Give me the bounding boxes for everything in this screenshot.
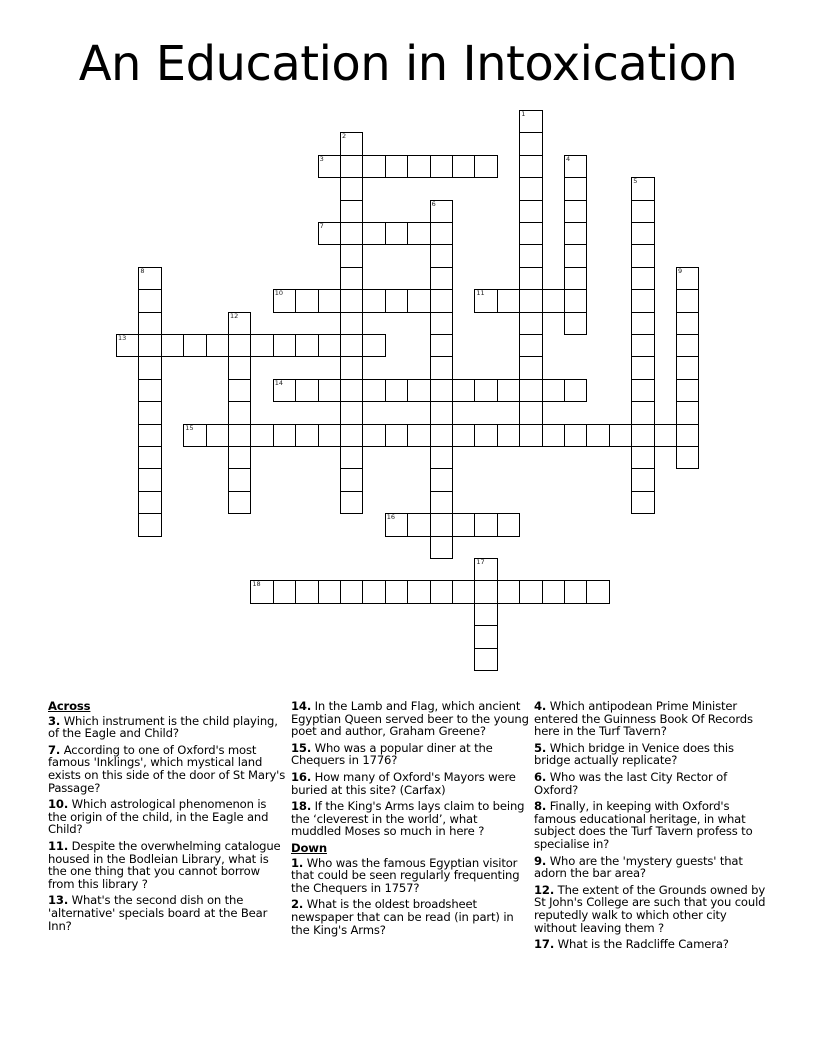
grid-cell[interactable] <box>318 424 341 447</box>
clue-down-1 <box>291 857 529 895</box>
grid-cell[interactable] <box>228 491 251 514</box>
cell-number: 2 <box>342 132 347 141</box>
grid-cell[interactable] <box>474 625 497 648</box>
grid-cell[interactable] <box>318 289 341 312</box>
grid-cell[interactable] <box>564 312 587 335</box>
clue-text: What's the second dish on the 'alternative' specials board at the Bear Inn? <box>48 893 268 933</box>
grid-cell[interactable] <box>474 558 497 581</box>
grid-cell[interactable] <box>407 155 430 178</box>
clue-text: How many of Oxford's Mayors were buried at this site? (Carfax) <box>291 769 516 797</box>
grid-cell[interactable] <box>474 513 497 536</box>
clue-number: 11. <box>48 838 69 853</box>
grid-cell[interactable] <box>519 155 542 178</box>
grid-cell[interactable] <box>430 401 453 424</box>
clue-number: 4. <box>534 699 547 713</box>
cell-number: 11 <box>476 289 485 298</box>
clue-number: 17. <box>534 937 555 952</box>
grid-cell[interactable] <box>340 580 363 603</box>
grid-cell[interactable] <box>519 334 542 357</box>
grid-cell[interactable] <box>362 424 385 447</box>
grid-cell[interactable] <box>519 110 542 133</box>
clue-across-7 <box>48 744 286 794</box>
grid-cell[interactable] <box>295 424 318 447</box>
grid-cell[interactable] <box>564 580 587 603</box>
grid-cell[interactable] <box>138 312 161 335</box>
grid-cell[interactable] <box>318 155 341 178</box>
cell-number: 5 <box>633 177 638 186</box>
cell-number: 15 <box>185 423 194 432</box>
grid-cell[interactable] <box>340 312 363 335</box>
grid-cell[interactable] <box>542 379 565 402</box>
grid-cell[interactable] <box>631 401 654 424</box>
clue-down-9 <box>534 855 772 880</box>
clue-across-3 <box>48 715 286 740</box>
grid-cell[interactable] <box>385 222 408 245</box>
grid-cell[interactable] <box>407 222 430 245</box>
grid-cell[interactable] <box>519 267 542 290</box>
grid-cell[interactable] <box>206 334 229 357</box>
grid-cell[interactable] <box>430 289 453 312</box>
grid-cell[interactable] <box>474 648 497 671</box>
grid-cell[interactable] <box>654 424 677 447</box>
grid-cell[interactable] <box>138 468 161 491</box>
grid-cell[interactable] <box>452 513 475 536</box>
across-header: Across <box>48 699 91 713</box>
grid-cell[interactable] <box>542 580 565 603</box>
grid-cell[interactable] <box>250 580 273 603</box>
grid-cell[interactable] <box>430 267 453 290</box>
cell-number: 3 <box>319 154 324 163</box>
grid-cell[interactable] <box>385 289 408 312</box>
cell-number: 17 <box>476 558 485 566</box>
cell-number: 1 <box>521 110 526 118</box>
grid-cell[interactable] <box>519 289 542 312</box>
clue-across-11 <box>48 840 286 890</box>
grid-cell[interactable] <box>519 244 542 267</box>
clue-number: 5. <box>534 740 547 755</box>
grid-cell[interactable] <box>340 177 363 200</box>
page-title: An Education in Intoxication <box>78 36 738 92</box>
grid-cell[interactable] <box>676 334 699 357</box>
grid-cell[interactable] <box>430 334 453 357</box>
grid-cell[interactable] <box>138 446 161 469</box>
grid-cell[interactable] <box>340 267 363 290</box>
clue-number: 8. <box>534 799 547 814</box>
clue-number: 9. <box>534 853 547 868</box>
grid-cell[interactable] <box>676 267 699 290</box>
grid-cell[interactable] <box>138 289 161 312</box>
grid-cell[interactable] <box>273 580 296 603</box>
cell-number: 4 <box>566 154 571 163</box>
grid-cell[interactable] <box>228 401 251 424</box>
grid-cell[interactable] <box>497 580 520 603</box>
cell-number: 10 <box>274 289 284 298</box>
cell-number: 7 <box>319 222 324 230</box>
grid-cell[interactable] <box>452 379 475 402</box>
grid-cell[interactable] <box>564 200 587 223</box>
grid-cell[interactable] <box>609 424 632 447</box>
grid-cell[interactable] <box>228 446 251 469</box>
cell-number: 6 <box>431 199 436 208</box>
grid-cell[interactable] <box>564 177 587 200</box>
grid-cell[interactable] <box>228 424 251 447</box>
grid-cell[interactable] <box>631 468 654 491</box>
grid-cell[interactable] <box>497 424 520 447</box>
grid-cell[interactable] <box>228 312 251 335</box>
grid-cell[interactable] <box>631 312 654 335</box>
grid-cell[interactable] <box>474 379 497 402</box>
grid-cell[interactable] <box>497 289 520 312</box>
grid-cell[interactable] <box>138 356 161 379</box>
clue-text: According to one of Oxford's most famous 'Inklings', which mystical land exists on this side of the door of St Mary's Passage? <box>48 742 286 795</box>
grid-cell[interactable] <box>631 267 654 290</box>
clue-across-10 <box>48 798 286 836</box>
grid-cell[interactable] <box>452 580 475 603</box>
clue-number: 12. <box>534 882 555 897</box>
grid-cell[interactable] <box>452 155 475 178</box>
grid-cell[interactable] <box>362 155 385 178</box>
grid-cell[interactable] <box>631 177 654 200</box>
grid-cell[interactable] <box>340 334 363 357</box>
grid-cell[interactable] <box>497 379 520 402</box>
grid-cell[interactable] <box>430 468 453 491</box>
grid-cell[interactable] <box>631 424 654 447</box>
grid-cell[interactable] <box>430 536 453 559</box>
clue-number: 2. <box>291 897 304 912</box>
grid-cell[interactable] <box>407 513 430 536</box>
grid-cell[interactable] <box>631 446 654 469</box>
grid-cell[interactable] <box>430 424 453 447</box>
clue-number: 3. <box>48 713 61 728</box>
clue-text: In the Lamb and Flag, which ancient Egyptian Queen served beer to the young poet and author, Graham Greene? <box>291 699 529 739</box>
grid-cell[interactable] <box>519 132 542 155</box>
grid-cell[interactable] <box>519 379 542 402</box>
grid-cell[interactable] <box>542 424 565 447</box>
clue-column-1 <box>48 700 286 936</box>
clue-number: 10. <box>48 797 69 812</box>
grid-cell[interactable] <box>295 334 318 357</box>
grid-cell[interactable] <box>340 356 363 379</box>
grid-cell[interactable] <box>295 379 318 402</box>
grid-cell[interactable] <box>474 155 497 178</box>
clue-across-15 <box>291 742 529 767</box>
grid-cell[interactable] <box>340 244 363 267</box>
grid-cell[interactable] <box>228 356 251 379</box>
grid-cell[interactable] <box>138 379 161 402</box>
grid-cell[interactable] <box>452 424 475 447</box>
grid-cell[interactable] <box>362 289 385 312</box>
grid-cell[interactable] <box>161 334 184 357</box>
clue-text: Finally, in keeping with Oxford's famous educational heritage, in what subject does the Turf Tavern profess to specialise in? <box>534 799 753 851</box>
clue-down-12 <box>534 884 772 934</box>
grid-cell[interactable] <box>228 379 251 402</box>
grid-cell[interactable] <box>385 580 408 603</box>
grid-cell[interactable] <box>183 424 206 447</box>
grid-cell[interactable] <box>318 580 341 603</box>
grid-cell[interactable] <box>385 513 408 536</box>
grid-cell[interactable] <box>519 401 542 424</box>
grid-cell[interactable] <box>631 379 654 402</box>
grid-cell[interactable] <box>318 379 341 402</box>
grid-cell[interactable] <box>519 580 542 603</box>
grid-cell[interactable] <box>295 289 318 312</box>
grid-cell[interactable] <box>430 580 453 603</box>
clue-number: 18. <box>291 799 312 814</box>
grid-cell[interactable] <box>138 267 161 290</box>
grid-cell[interactable] <box>430 244 453 267</box>
grid-cell[interactable] <box>362 222 385 245</box>
clue-across-13 <box>48 894 286 932</box>
grid-cell[interactable] <box>474 424 497 447</box>
grid-cell[interactable] <box>340 491 363 514</box>
grid-cell[interactable] <box>138 491 161 514</box>
grid-cell[interactable] <box>586 580 609 603</box>
clue-down-4 <box>534 700 772 738</box>
grid-cell[interactable] <box>340 289 363 312</box>
grid-cell[interactable] <box>519 177 542 200</box>
grid-cell[interactable] <box>586 424 609 447</box>
clue-text: If the King's Arms lays claim to being the ‘cleverest in the world’, what muddled Moses so much in here ? <box>291 799 525 839</box>
grid-cell[interactable] <box>318 334 341 357</box>
grid-cell[interactable] <box>474 603 497 626</box>
clue-text: Who was the last City Rector of Oxford? <box>534 769 727 797</box>
grid-cell[interactable] <box>564 289 587 312</box>
grid-cell[interactable] <box>385 155 408 178</box>
cell-number: 12 <box>230 311 239 320</box>
clue-text: Despite the overwhelming catalogue housed in the Bodleian Library, what is the one thing that you cannot borrow from this library ? <box>48 838 281 891</box>
grid-cell[interactable] <box>474 580 497 603</box>
grid-cell[interactable] <box>676 289 699 312</box>
grid-cell[interactable] <box>430 491 453 514</box>
grid-cell[interactable] <box>273 379 296 402</box>
grid-cell[interactable] <box>385 424 408 447</box>
grid-cell[interactable] <box>340 155 363 178</box>
clue-text: Who was a popular diner at the Chequers in 1776? <box>291 740 493 768</box>
grid-cell[interactable] <box>340 468 363 491</box>
grid-cell[interactable] <box>340 379 363 402</box>
grid-cell[interactable] <box>519 356 542 379</box>
clue-text: Which bridge in Venice does this bridge actually replicate? <box>534 740 734 768</box>
grid-cell[interactable] <box>676 356 699 379</box>
grid-cell[interactable] <box>564 222 587 245</box>
cell-number: 9 <box>678 266 683 275</box>
clue-number: 1. <box>291 855 304 870</box>
grid-cell[interactable] <box>519 312 542 335</box>
grid-cell[interactable] <box>542 289 565 312</box>
clue-across-14 <box>291 700 529 738</box>
clue-number: 6. <box>534 769 547 784</box>
grid-cell[interactable] <box>340 446 363 469</box>
grid-cell[interactable] <box>340 401 363 424</box>
grid-cell[interactable] <box>430 200 453 223</box>
grid-cell[interactable] <box>430 513 453 536</box>
grid-cell[interactable] <box>340 132 363 155</box>
clue-text: Which antipodean Prime Minister entered the Guinness Book Of Records here in the Turf Tavern? <box>534 699 753 739</box>
clue-down-17 <box>534 938 772 951</box>
grid-cell[interactable] <box>430 155 453 178</box>
grid-cell[interactable] <box>228 334 251 357</box>
clue-text: Which astrological phenomenon is the origin of the child, in the Eagle and Child? <box>48 797 269 837</box>
grid-cell[interactable] <box>116 334 139 357</box>
grid-cell[interactable] <box>430 222 453 245</box>
grid-cell[interactable] <box>273 334 296 357</box>
clue-number: 13. <box>48 893 69 908</box>
clue-column-2 <box>291 700 529 940</box>
clue-down-2 <box>291 898 529 936</box>
clue-across-18 <box>291 800 529 838</box>
grid-cell[interactable] <box>430 379 453 402</box>
grid-cell[interactable] <box>407 379 430 402</box>
grid-cell[interactable] <box>631 491 654 514</box>
clue-down-6 <box>534 771 772 796</box>
grid-cell[interactable] <box>206 424 229 447</box>
grid-cell[interactable] <box>519 222 542 245</box>
grid-cell[interactable] <box>430 312 453 335</box>
grid-cell[interactable] <box>519 200 542 223</box>
clue-column-3 <box>534 700 772 955</box>
clue-number: 7. <box>48 742 61 757</box>
clue-text: What is the Radcliffe Camera? <box>557 937 729 952</box>
down-header: Down <box>291 840 327 855</box>
clue-number: 14. <box>291 699 312 713</box>
clue-text: Who are the 'mystery guests' that adorn the bar area? <box>534 853 743 881</box>
grid-cell[interactable] <box>676 446 699 469</box>
grid-cell[interactable] <box>138 401 161 424</box>
grid-cell[interactable] <box>676 424 699 447</box>
grid-cell[interactable] <box>631 334 654 357</box>
grid-cell[interactable] <box>407 289 430 312</box>
clue-text: What is the oldest broadsheet newspaper that can be read (in part) in the King's Arms? <box>291 897 514 937</box>
grid-cell[interactable] <box>273 424 296 447</box>
clue-down-5 <box>534 742 772 767</box>
grid-cell[interactable] <box>676 379 699 402</box>
cell-number: 8 <box>140 266 145 275</box>
grid-cell[interactable] <box>564 379 587 402</box>
grid-cell[interactable] <box>519 424 542 447</box>
grid-cell[interactable] <box>564 155 587 178</box>
grid-cell[interactable] <box>250 424 273 447</box>
grid-cell[interactable] <box>138 334 161 357</box>
grid-cell[interactable] <box>340 222 363 245</box>
grid-cell[interactable] <box>362 379 385 402</box>
clue-text: The extent of the Grounds owned by St John's College are such that you could reputedly walk to which other city without leaving them ? <box>534 882 766 935</box>
grid-cell[interactable] <box>430 356 453 379</box>
grid-cell[interactable] <box>228 468 251 491</box>
grid-cell[interactable] <box>497 513 520 536</box>
grid-cell[interactable] <box>407 424 430 447</box>
grid-cell[interactable] <box>138 513 161 536</box>
grid-cell[interactable] <box>385 379 408 402</box>
clue-text: Who was the famous Egyptian visitor that could be seen regularly frequenting the Chequers in 1757? <box>291 855 520 895</box>
grid-cell[interactable] <box>407 580 430 603</box>
grid-cell[interactable] <box>362 580 385 603</box>
grid-cell[interactable] <box>631 356 654 379</box>
cell-number: 16 <box>386 513 396 522</box>
clue-across-16 <box>291 771 529 796</box>
grid-cell[interactable] <box>430 446 453 469</box>
cell-number: 14 <box>274 378 284 387</box>
grid-cell[interactable] <box>631 200 654 223</box>
clue-number: 16. <box>291 769 312 784</box>
grid-cell[interactable] <box>318 222 341 245</box>
grid-cell[interactable] <box>138 424 161 447</box>
grid-cell[interactable] <box>676 401 699 424</box>
grid-cell[interactable] <box>362 334 385 357</box>
cell-number: 18 <box>252 580 261 589</box>
clue-text: Which instrument is the child playing, of the Eagle and Child? <box>48 713 278 741</box>
grid-cell[interactable] <box>340 200 363 223</box>
cell-number: 13 <box>118 334 127 342</box>
grid-cell[interactable] <box>474 289 497 312</box>
grid-cell[interactable] <box>564 424 587 447</box>
grid-cell[interactable] <box>631 244 654 267</box>
grid-cell[interactable] <box>676 312 699 335</box>
grid-cell[interactable] <box>183 334 206 357</box>
grid-cell[interactable] <box>564 267 587 290</box>
grid-cell[interactable] <box>250 334 273 357</box>
grid-cell[interactable] <box>295 580 318 603</box>
grid-cell[interactable] <box>631 222 654 245</box>
grid-cell[interactable] <box>340 424 363 447</box>
clue-down-8 <box>534 800 772 850</box>
grid-cell[interactable] <box>631 289 654 312</box>
grid-cell[interactable] <box>273 289 296 312</box>
clue-number: 15. <box>291 740 312 755</box>
grid-cell[interactable] <box>564 244 587 267</box>
